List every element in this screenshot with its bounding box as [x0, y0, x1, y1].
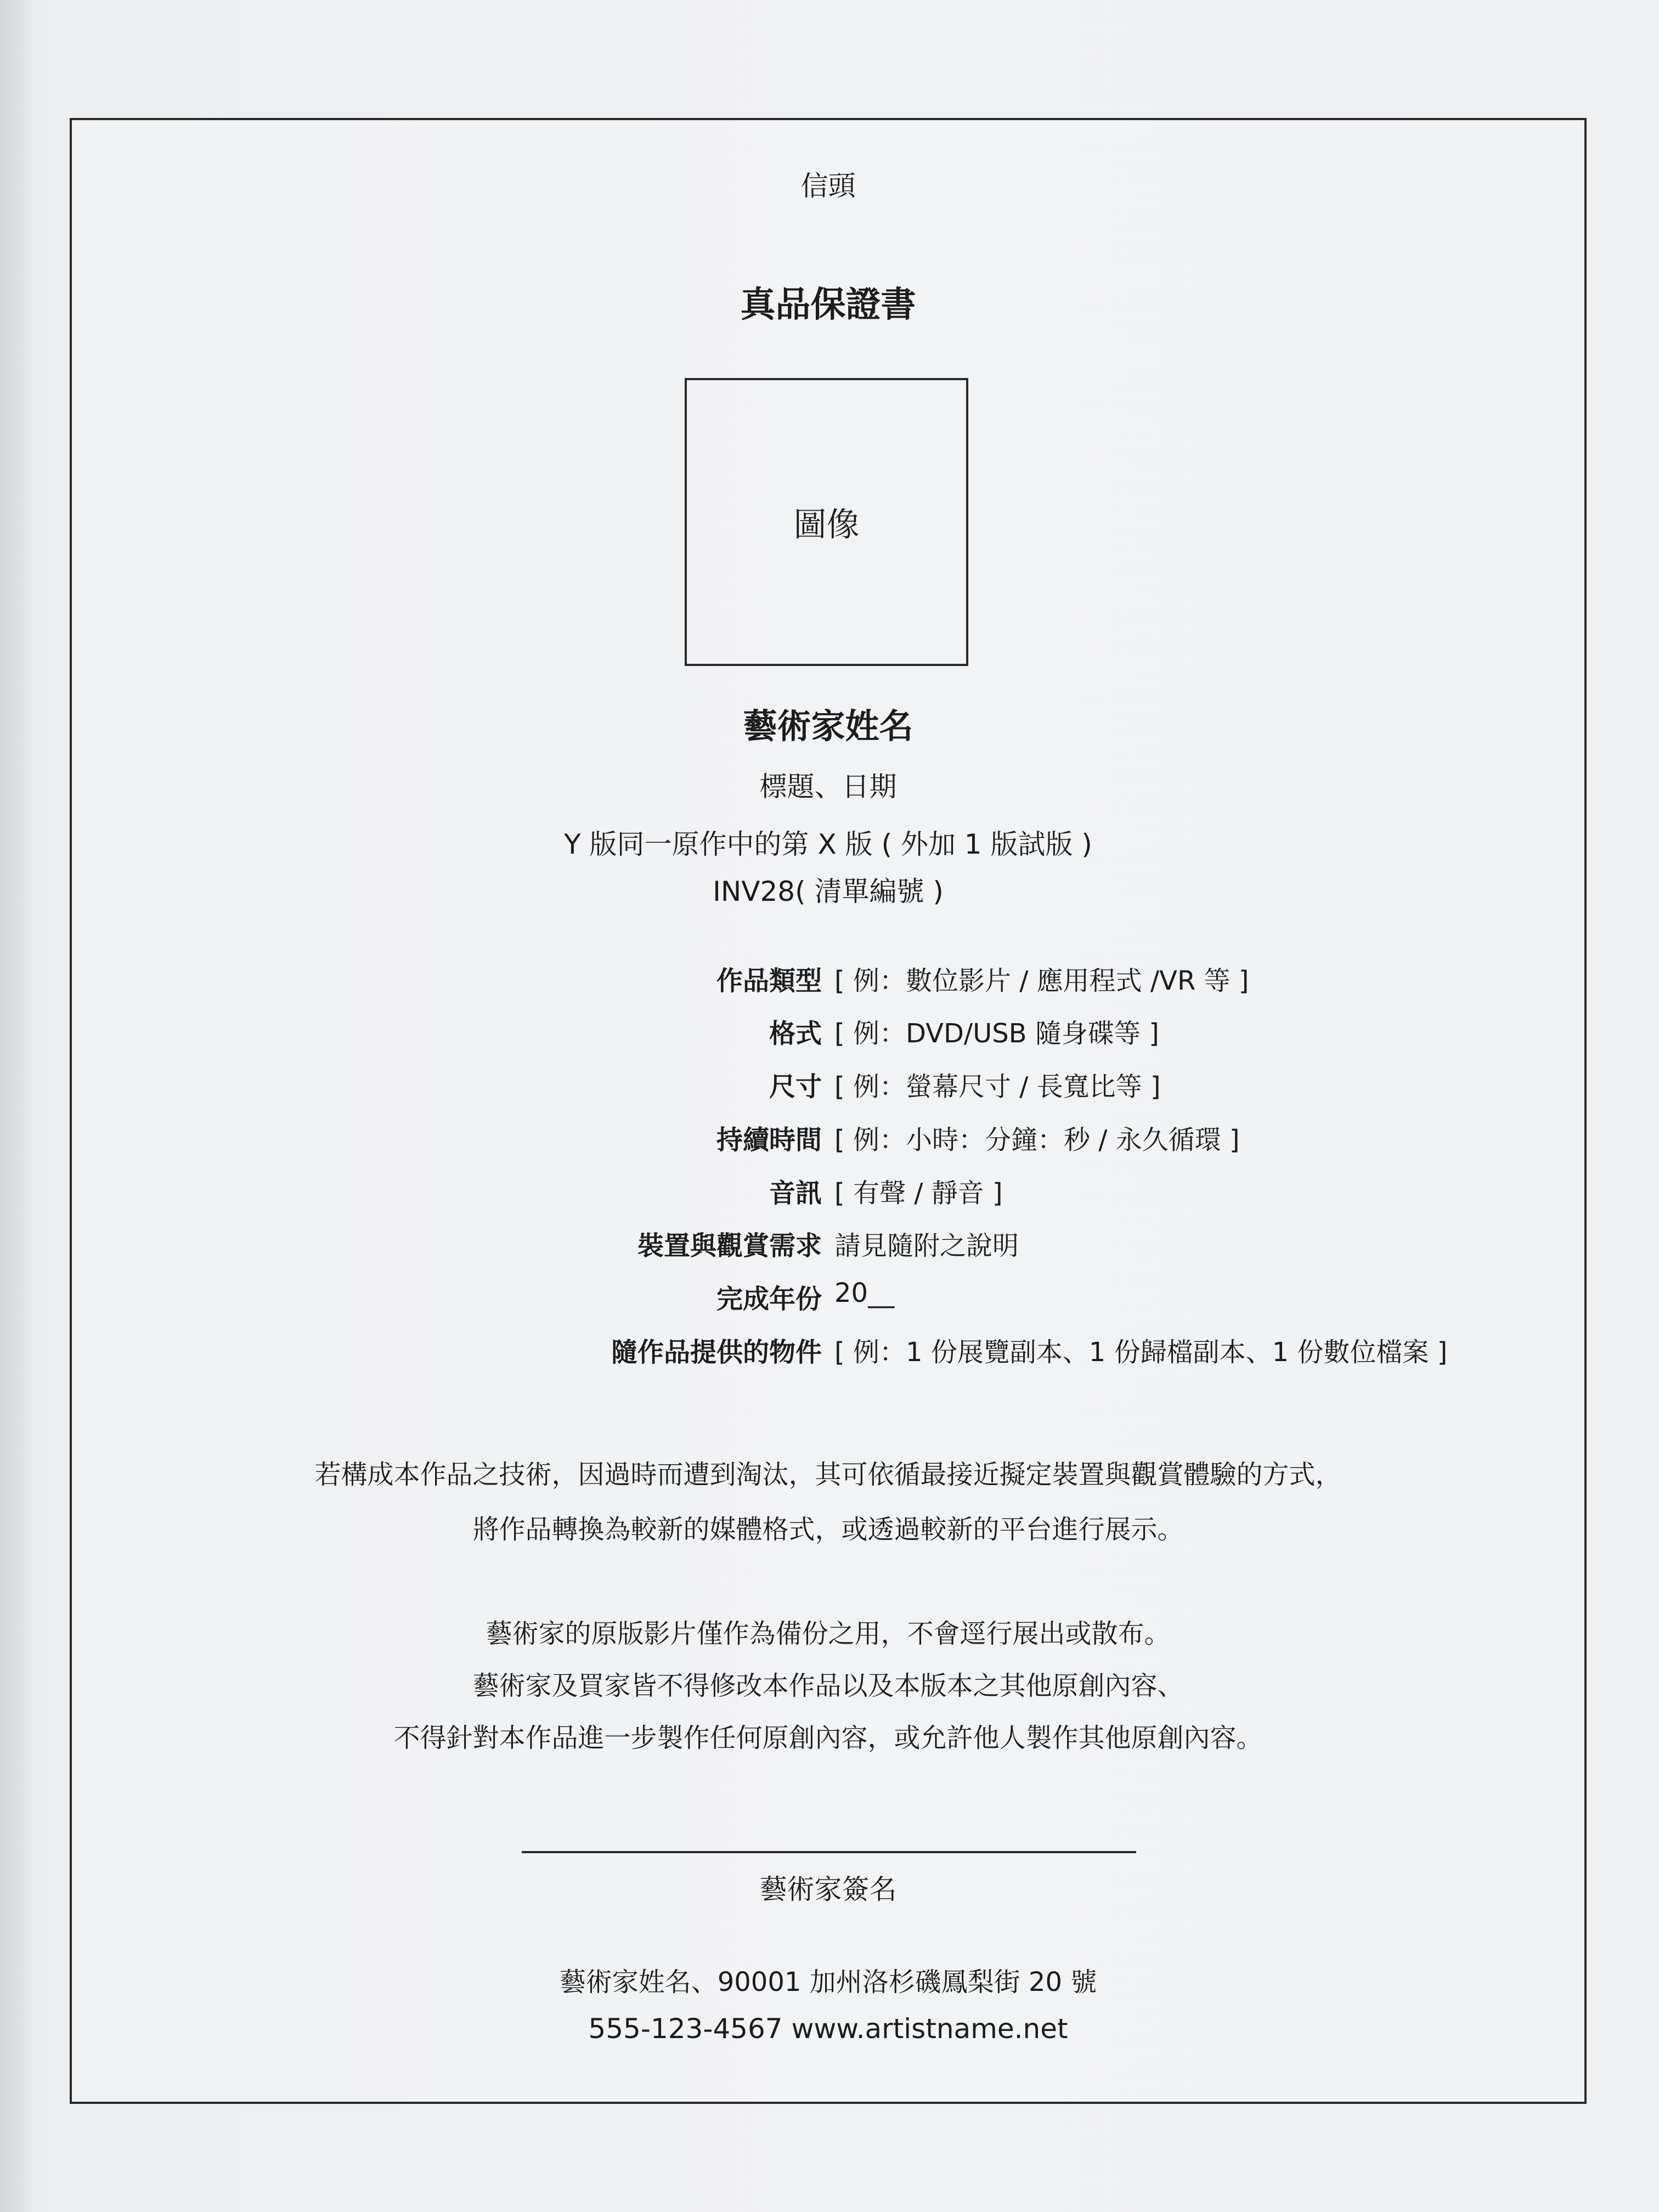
- rights-clause-line: 藝術家的原版影片僅作為備份之用，不會逕行展出或散布。: [486, 1618, 1171, 1649]
- artist-address: 藝術家姓名、90001 加州洛杉磯鳳梨街 20 號: [559, 1967, 1097, 1997]
- detail-row: [72, 1331, 1584, 1384]
- inventory-number: INV28( 清單編號 ): [713, 876, 944, 907]
- image-placeholder-box: [685, 378, 968, 666]
- detail-row: [72, 1119, 1584, 1171]
- image-placeholder-label: 圖像: [793, 505, 860, 544]
- detail-label: 作品類型: [716, 966, 822, 996]
- detail-value: [ 例：螢幕尺寸 / 長寬比等 ]: [834, 1071, 1161, 1102]
- detail-value: [ 例：DVD/USB 隨身碟等 ]: [834, 1018, 1159, 1049]
- detail-row: [72, 1012, 1584, 1065]
- obsolescence-clause-line: 若構成本作品之技術，因過時而遭到淘汰，其可依循最接近擬定裝置與觀賞體驗的方式，: [314, 1459, 1342, 1490]
- detail-row: [72, 960, 1584, 1012]
- detail-label: 尺寸: [769, 1071, 822, 1102]
- letterhead: 信頭: [800, 170, 856, 202]
- detail-row: [72, 1172, 1584, 1224]
- detail-value: [ 例：數位影片 / 應用程式 /VR 等 ]: [834, 966, 1249, 996]
- obsolescence-clause-line: 將作品轉換為較新的媒體格式，或透過較新的平台進行展示。: [472, 1514, 1184, 1545]
- detail-value: [ 有聲 / 靜音 ]: [834, 1178, 1003, 1209]
- detail-label: 格式: [769, 1018, 822, 1049]
- rights-clause-line: 藝術家及買家皆不得修改本作品以及本版本之其他原創內容、: [472, 1671, 1184, 1701]
- edition-info: Y 版同一原作中的第 X 版 ( 外加 1 版試版 ): [564, 828, 1092, 860]
- detail-value: 20__: [834, 1278, 895, 1308]
- detail-row: [72, 1065, 1584, 1118]
- signature-line: [522, 1851, 1136, 1853]
- detail-row: [72, 1278, 1584, 1330]
- work-title-date: 標題、日期: [759, 771, 897, 803]
- detail-value: [ 例：小時：分鐘：秒 / 永久循環 ]: [834, 1125, 1240, 1155]
- detail-value: [ 例：1 份展覽副本、1 份歸檔副本、1 份數位檔案 ]: [834, 1337, 1448, 1368]
- rights-clause-line: 不得針對本作品進一步製作任何原創內容，或允許他人製作其他原創內容。: [393, 1723, 1263, 1753]
- detail-label: 音訊: [769, 1178, 822, 1209]
- detail-label: 完成年份: [716, 1284, 822, 1314]
- signature-label: 藝術家簽名: [759, 1874, 897, 1905]
- detail-value: 請見隨附之說明: [834, 1231, 1019, 1261]
- detail-label: 裝置與觀賞需求: [637, 1231, 822, 1261]
- artist-name: 藝術家姓名: [743, 706, 913, 746]
- detail-row: [72, 1224, 1584, 1277]
- certificate-title: 真品保證書: [740, 285, 916, 325]
- artist-contact: 555-123-4567 www.artistname.net: [588, 2013, 1068, 2045]
- certificate-frame: [70, 118, 1587, 2104]
- detail-label: 持續時間: [716, 1125, 822, 1155]
- detail-label: 隨作品提供的物件: [611, 1337, 822, 1368]
- page-edge-shadow: [0, 0, 33, 2212]
